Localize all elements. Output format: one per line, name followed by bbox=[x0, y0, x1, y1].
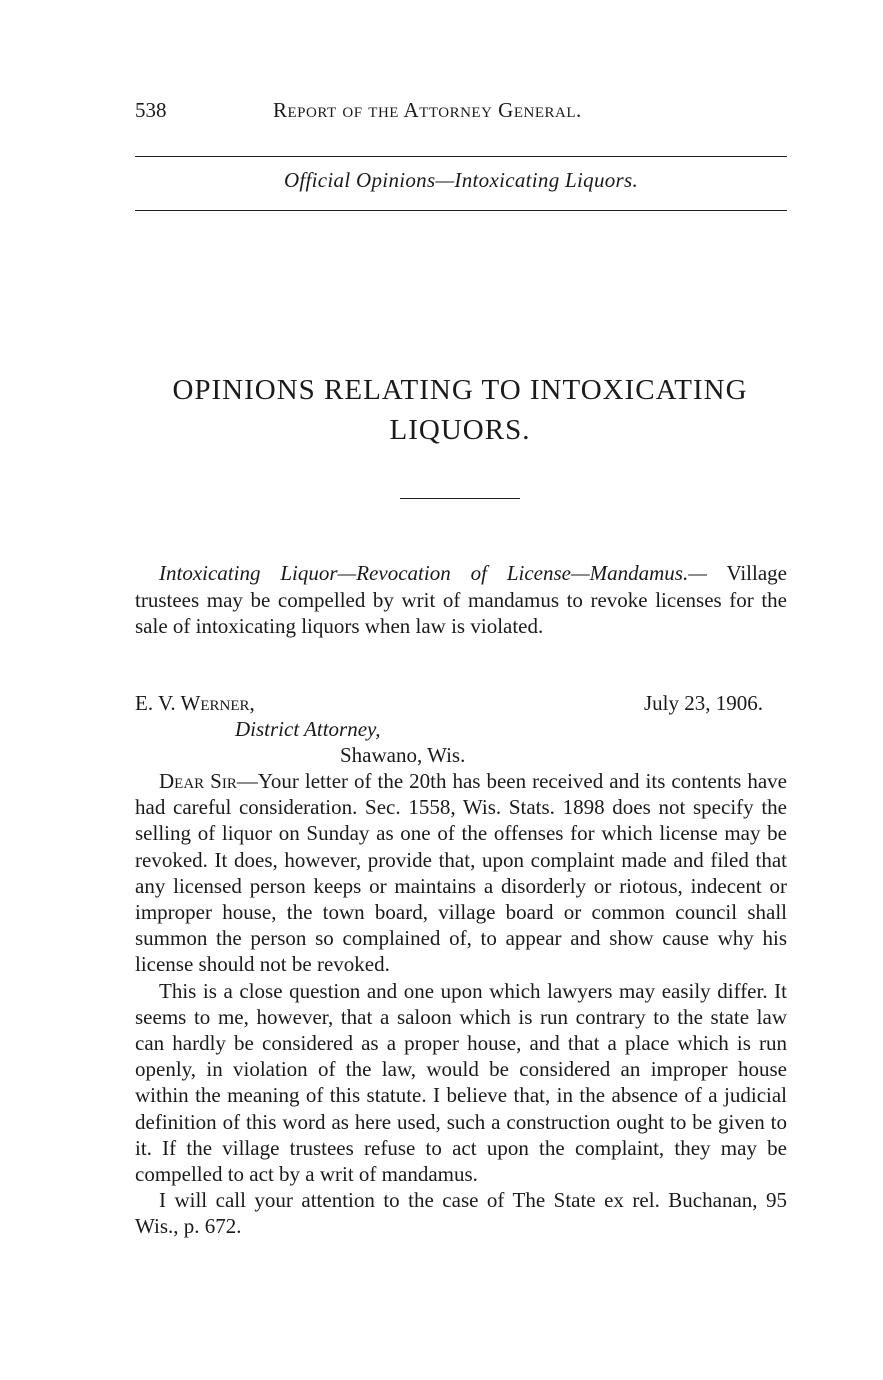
opinion-syllabus bbox=[135, 560, 787, 640]
letter-body bbox=[135, 768, 787, 1240]
paragraph-1-text: —Your letter of the 20th has been received and its contents have had careful consideration. Sec. 1558, Wis. Stats. 1898 does not specify the selling of liquor on Sunday as one of the offenses for which license may be revoked. It does, however, provide that, upon complaint made and filed that any licensed person keeps or maintains a disorderly or riotous, indecent or improper house, the town board, village board or common council shall summon the person so complained of, to appear and show cause why his license should not be revoked. bbox=[135, 769, 787, 977]
running-title: Report of the Attorney General. bbox=[273, 98, 582, 122]
letter-address bbox=[135, 690, 787, 768]
section-subhead: Official Opinions—Intoxicating Liquors. bbox=[283, 168, 639, 192]
letter-date: July 23, 1906. bbox=[643, 691, 763, 715]
letter-paragraph-3: I will call your attention to the case of The State ex rel. Buchanan, 95 Wis., p. 672. bbox=[135, 1188, 787, 1239]
letter-paragraph-1 bbox=[135, 768, 787, 978]
salutation: Dear Sir bbox=[159, 769, 237, 793]
recipient-office: District Attorney, bbox=[235, 717, 381, 741]
header-rule-bottom bbox=[135, 210, 787, 211]
syllabus-heading: Intoxicating Liquor—Revocation of License—Mandamus.— bbox=[159, 561, 707, 585]
section-title-line-1: OPINIONS RELATING TO INTOXICATING bbox=[172, 374, 748, 406]
recipient-place: Shawano, Wis. bbox=[340, 743, 466, 767]
page-number: 538 bbox=[135, 98, 167, 122]
syllabus-text: Village trustees may be compelled by writ of mandamus to revoke licenses for the sale of intoxicating liquors when law is violated. bbox=[135, 561, 787, 638]
header-rule-top bbox=[135, 156, 787, 157]
running-head bbox=[135, 98, 787, 128]
section-title bbox=[120, 370, 800, 450]
title-divider bbox=[400, 498, 520, 499]
recipient-name: E. V. Werner, bbox=[135, 691, 255, 715]
letter-paragraph-2: This is a close question and one upon which lawyers may easily differ. It seems to me, however, that a saloon which is run contrary to the state law can hardly be considered as a proper house, and that a place which is run openly, in violation of the law, would be considered an improper house within the meaning of this statute. I believe that, in the absence of a judicial definition of this word as here used, such a construction ought to be given to it. If the village trustees refuse to act upon the complaint, they may be compelled to act by a writ of mandamus. bbox=[135, 978, 787, 1187]
section-title-line-2: LIQUORS. bbox=[389, 414, 531, 446]
